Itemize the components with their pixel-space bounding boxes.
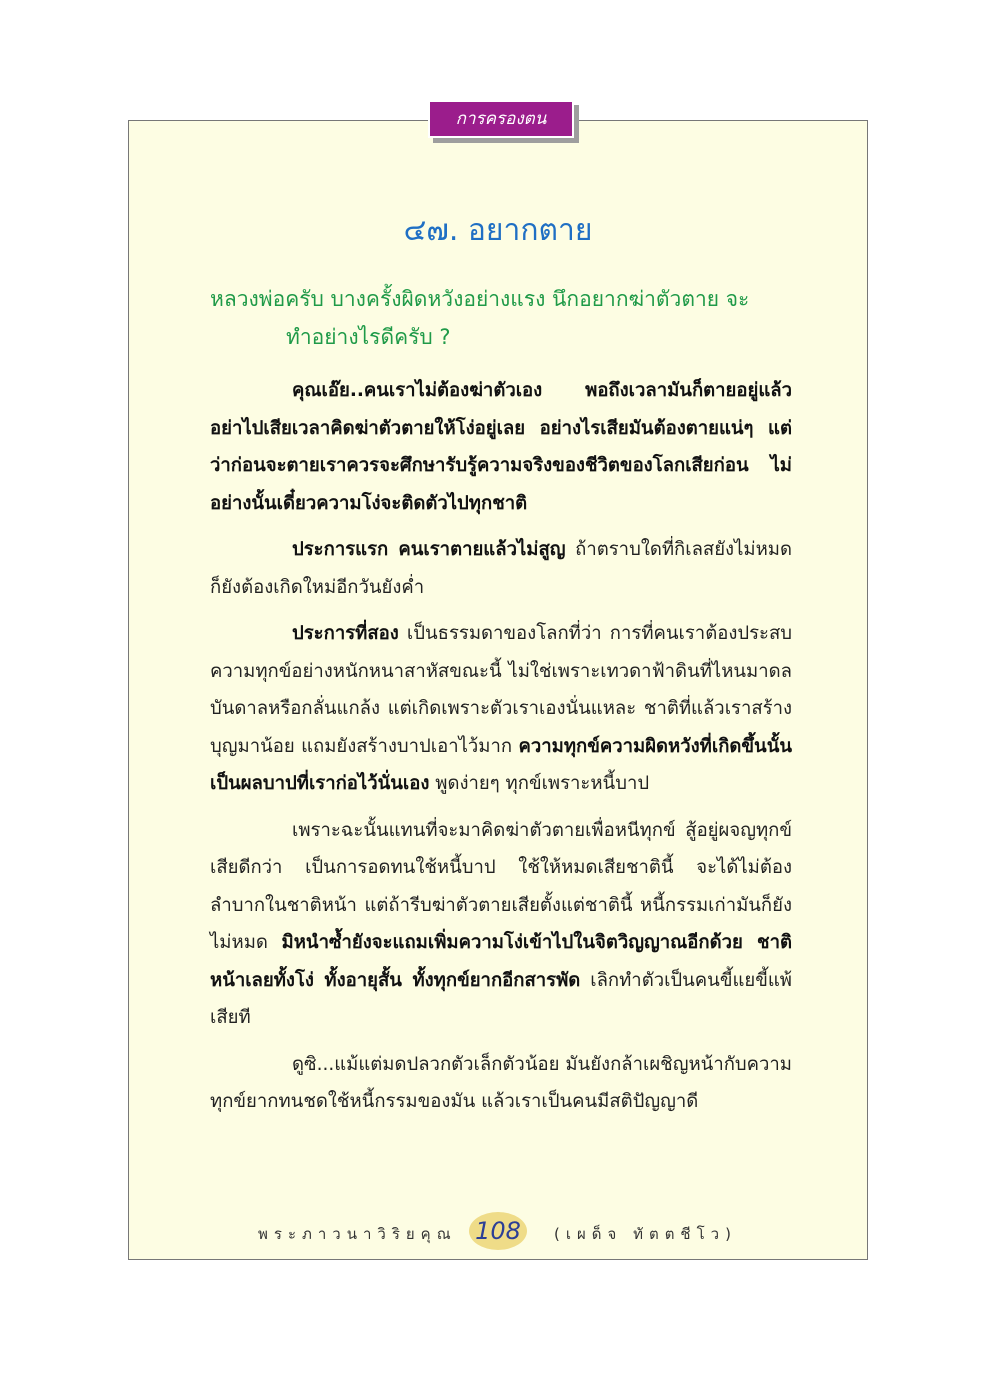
footer-author: (เผด็จ ทัตตชีโว) [554,1225,737,1243]
paragraph-5-text: ดูซิ...แม้แต่มดปลวกตัวเล็กตัวน้อย มันยังกล้าเผชิญหน้ากับความทุกข์ยากทนชดใช้หนี้กรรมของมัน แล้วเราเป็นคนมีสติปัญญาดี [210,1053,792,1112]
paragraph-2 [210,531,792,606]
paragraph-3-bold-2: ความทุกข์ความผิดหวังที่เกิดขึ้นนั้น เป็นผลบาปที่เราก่อไว้นั่นเอง [210,735,792,794]
paragraph-2-text: ถ้าตราบใดที่กิเลสยังไม่หมดก็ยังต้องเกิดใหม่อีกวันยังค่ำ [210,539,792,598]
paragraph-4 [210,812,792,1037]
page-footer [128,1212,868,1252]
chapter-title: ๔๗. อยากตาย [403,213,593,248]
paragraph-3-text-1: เป็นธรรมดาของโลกที่ว่า การที่คนเราต้องประสบความทุกข์อย่างหนักหนาสาหัสขณะนี้ ไม่ใช่เพราะเทวดาฟ้าดินที่ไหนมาดลบันดาลหรือกลั่นแกล้ง แต่เกิดเพราะตัวเราเองนั่นแหละ ชาติที่แล้วเราสร้างบุญมาน้อย แถมยังสร้างบาปเอาไว้มาก [210,623,792,757]
paragraph-5 [210,1046,792,1121]
section-tab: การครองตน [428,100,574,138]
paragraph-1 [210,372,792,522]
paragraph-4-text-1: เพราะฉะนั้นแทนที่จะมาคิดฆ่าตัวตายเพื่อหนีทุกข์ สู้อยู่ผจญทุกข์เสียดีกว่า เป็นการอดทนใช้หนี้บาป ใช้ให้หมดเสียชาตินี้ จะได้ไม่ต้องลำบากในชาติหน้า แต่ถ้ารีบฆ่าตัวตายเสียตั้งแต่ชาตินี้ หนี้กรรมเก่ามันก็ยังไม่หมด [210,819,792,953]
page-number: 108 [469,1212,527,1250]
question-line-1: หลวงพ่อครับ บางครั้งผิดหวังอย่างแรง นึกอยากฆ่าตัวตาย จะ [210,287,750,311]
paragraph-3 [210,615,792,803]
footer-book-title: พระภาวนาวิริยคุณ [258,1225,457,1243]
paragraph-3-bold-1: ประการที่สอง [292,623,399,644]
paragraph-3-text-2: พูดง่ายๆ ทุกข์เพราะหนี้บาป [429,773,650,794]
body-text [210,372,792,1130]
paragraph-2-bold: ประการแรก คนเราตายแล้วไม่สูญ [292,539,566,560]
question-line-2: ทำอย่างไรดีครับ ? [286,325,451,349]
paragraph-4-bold: มิหนำซ้ำยังจะแถมเพิ่มความโง่เข้าไปในจิตวิญญาณอีกด้วย ชาติหน้าเลยทั้งโง่ ทั้งอายุสั้น ทั้งทุกข์ยากอีกสารพัด [210,932,792,991]
paragraph-1-text: คุณเอ๊ย..คนเราไม่ต้องฆ่าตัวเอง พอถึงเวลามันก็ตายอยู่แล้ว อย่าไปเสียเวลาคิดฆ่าตัวตายให้โง่อยู่เลย อย่างไรเสียมันต้องตายแน่ๆ แต่ว่าก่อนจะตายเราควรจะศึกษารับรู้ความจริงของชีวิตของโลกเสียก่อน ไม่อย่างนั้นเดี๋ยวความโง่จะติดตัวไปทุกชาติ [210,380,792,514]
question [210,280,800,356]
paragraph-4-text-2: เลิกทำตัวเป็นคนขี้แยขี้แพ้เสียที [210,969,793,1028]
